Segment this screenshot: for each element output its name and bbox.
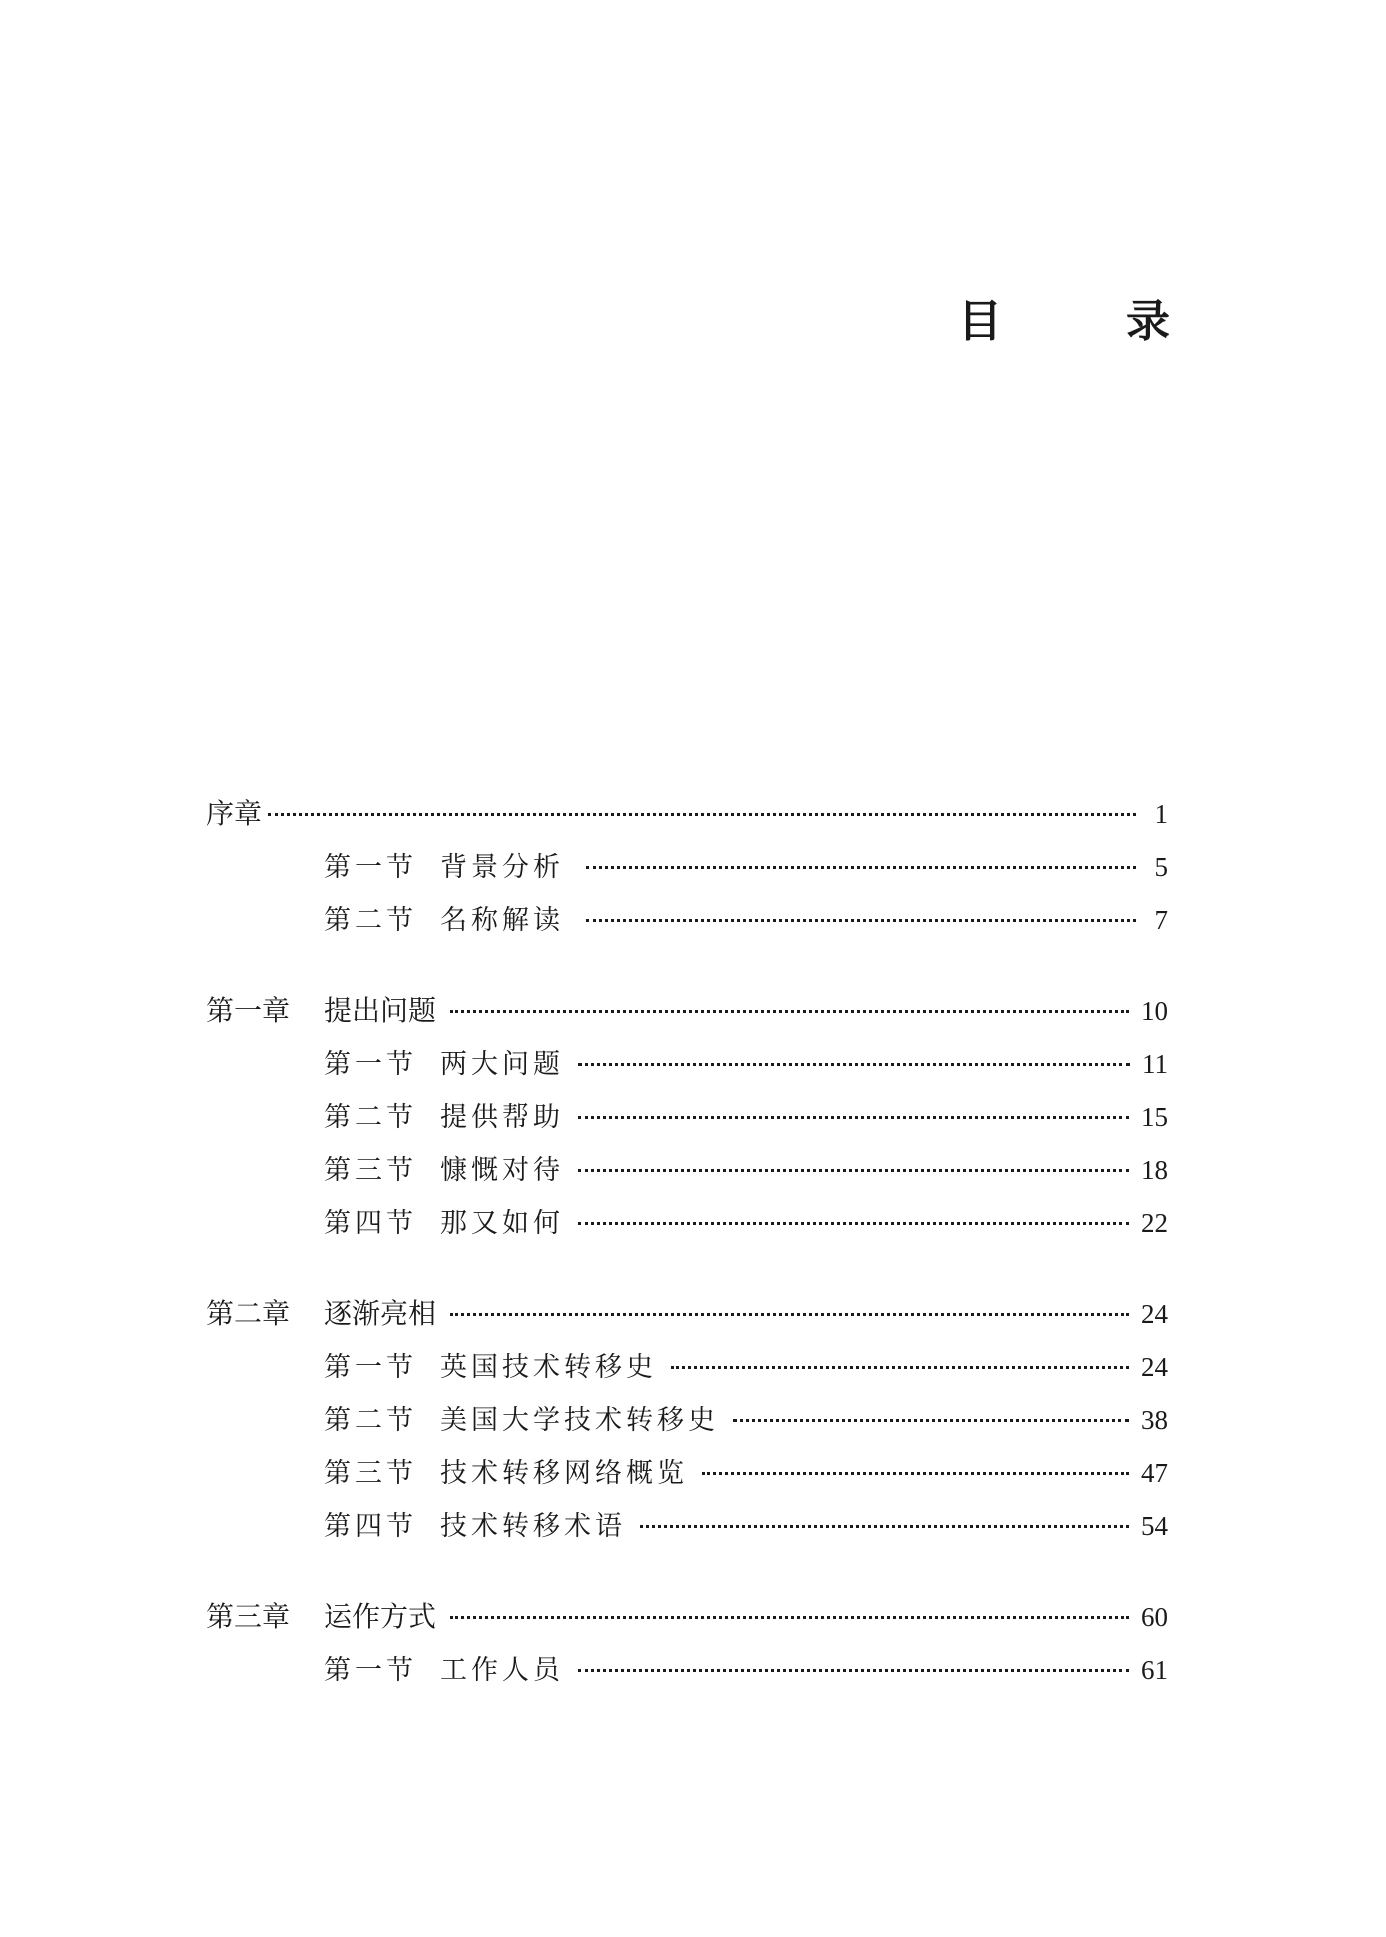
section-label: 第三节: [324, 1458, 417, 1489]
toc-section-entry[interactable]: [206, 1648, 1168, 1701]
page-number: 24: [1141, 1352, 1168, 1382]
dot-leader: [450, 1616, 1129, 1619]
toc-chapter-entry[interactable]: [206, 1595, 1168, 1648]
page-number: 54: [1141, 1511, 1168, 1541]
page-number: 24: [1141, 1299, 1168, 1329]
chapter-label: 第二章: [206, 1297, 291, 1330]
page-number: 15: [1141, 1102, 1168, 1132]
page-number: 38: [1141, 1405, 1168, 1435]
toc-section-entry[interactable]: [206, 1451, 1168, 1504]
section-title: 背景分析: [440, 852, 564, 883]
section-title: 工作人员: [440, 1655, 564, 1686]
page-number: 11: [1142, 1049, 1168, 1079]
toc-section-entry[interactable]: [206, 898, 1168, 951]
chapter-label: 第一章: [206, 994, 291, 1027]
page-number: 61: [1141, 1655, 1168, 1685]
toc-chapter-entry[interactable]: [206, 792, 1168, 845]
section-label: 第四节: [324, 1208, 417, 1239]
page-title: 目 录: [958, 296, 1210, 347]
dot-leader: [671, 1366, 1129, 1369]
dot-leader: [733, 1419, 1129, 1422]
toc-chapter-entry[interactable]: [206, 989, 1168, 1042]
dot-leader: [450, 1010, 1129, 1013]
page-number: 1: [1154, 799, 1168, 829]
dot-leader: [268, 813, 1136, 816]
toc-section-entry[interactable]: [206, 1345, 1168, 1398]
section-label: 第三节: [324, 1155, 417, 1186]
dot-leader: [578, 1222, 1129, 1225]
section-label: 第四节: [324, 1511, 417, 1542]
chapter-label: 第三章: [206, 1600, 291, 1633]
toc-chapter-entry[interactable]: [206, 1292, 1168, 1345]
section-title: 名称解读: [440, 905, 564, 936]
dot-leader: [578, 1116, 1129, 1119]
section-title: 英国技术转移史: [440, 1352, 657, 1383]
page-number: 22: [1141, 1208, 1168, 1238]
toc-chapter: [206, 792, 1168, 951]
section-label: 第一节: [324, 1049, 417, 1080]
page-number: 18: [1141, 1155, 1168, 1185]
chapter-title: 提出问题: [324, 994, 437, 1027]
section-label: 第一节: [324, 852, 417, 883]
section-title: 那又如何: [440, 1208, 564, 1239]
chapter-label: 序章: [206, 797, 263, 830]
dot-leader: [586, 919, 1136, 922]
chapter-title: 逐渐亮相: [324, 1297, 437, 1330]
dot-leader: [578, 1063, 1130, 1066]
toc-chapter: [206, 989, 1168, 1254]
dot-leader: [586, 866, 1136, 869]
page-number: 5: [1154, 852, 1168, 882]
section-title: 技术转移网络概览: [440, 1458, 688, 1489]
toc-section-entry[interactable]: [206, 1095, 1168, 1148]
dot-leader: [450, 1313, 1129, 1316]
section-title: 美国大学技术转移史: [440, 1405, 719, 1436]
dot-leader: [578, 1669, 1129, 1672]
section-label: 第二节: [324, 1405, 417, 1436]
section-title: 两大问题: [440, 1049, 564, 1080]
page-number: 60: [1141, 1602, 1168, 1632]
table-of-contents: [206, 792, 1168, 1739]
toc-section-entry[interactable]: [206, 1042, 1168, 1095]
page-number: 7: [1154, 905, 1168, 935]
dot-leader: [702, 1472, 1129, 1475]
dot-leader: [578, 1169, 1129, 1172]
dot-leader: [640, 1525, 1129, 1528]
section-label: 第二节: [324, 1102, 417, 1133]
section-title: 技术转移术语: [440, 1511, 626, 1542]
section-title: 慷慨对待: [440, 1155, 564, 1186]
section-title: 提供帮助: [440, 1102, 564, 1133]
page-number: 47: [1141, 1458, 1168, 1488]
toc-chapter: [206, 1595, 1168, 1701]
section-label: 第一节: [324, 1655, 417, 1686]
toc-section-entry[interactable]: [206, 845, 1168, 898]
toc-chapter: [206, 1292, 1168, 1557]
page-number: 10: [1141, 996, 1168, 1026]
toc-section-entry[interactable]: [206, 1148, 1168, 1201]
toc-section-entry[interactable]: [206, 1398, 1168, 1451]
section-label: 第一节: [324, 1352, 417, 1383]
toc-section-entry[interactable]: [206, 1201, 1168, 1254]
chapter-title: 运作方式: [324, 1600, 437, 1633]
section-label: 第二节: [324, 905, 417, 936]
toc-section-entry[interactable]: [206, 1504, 1168, 1557]
